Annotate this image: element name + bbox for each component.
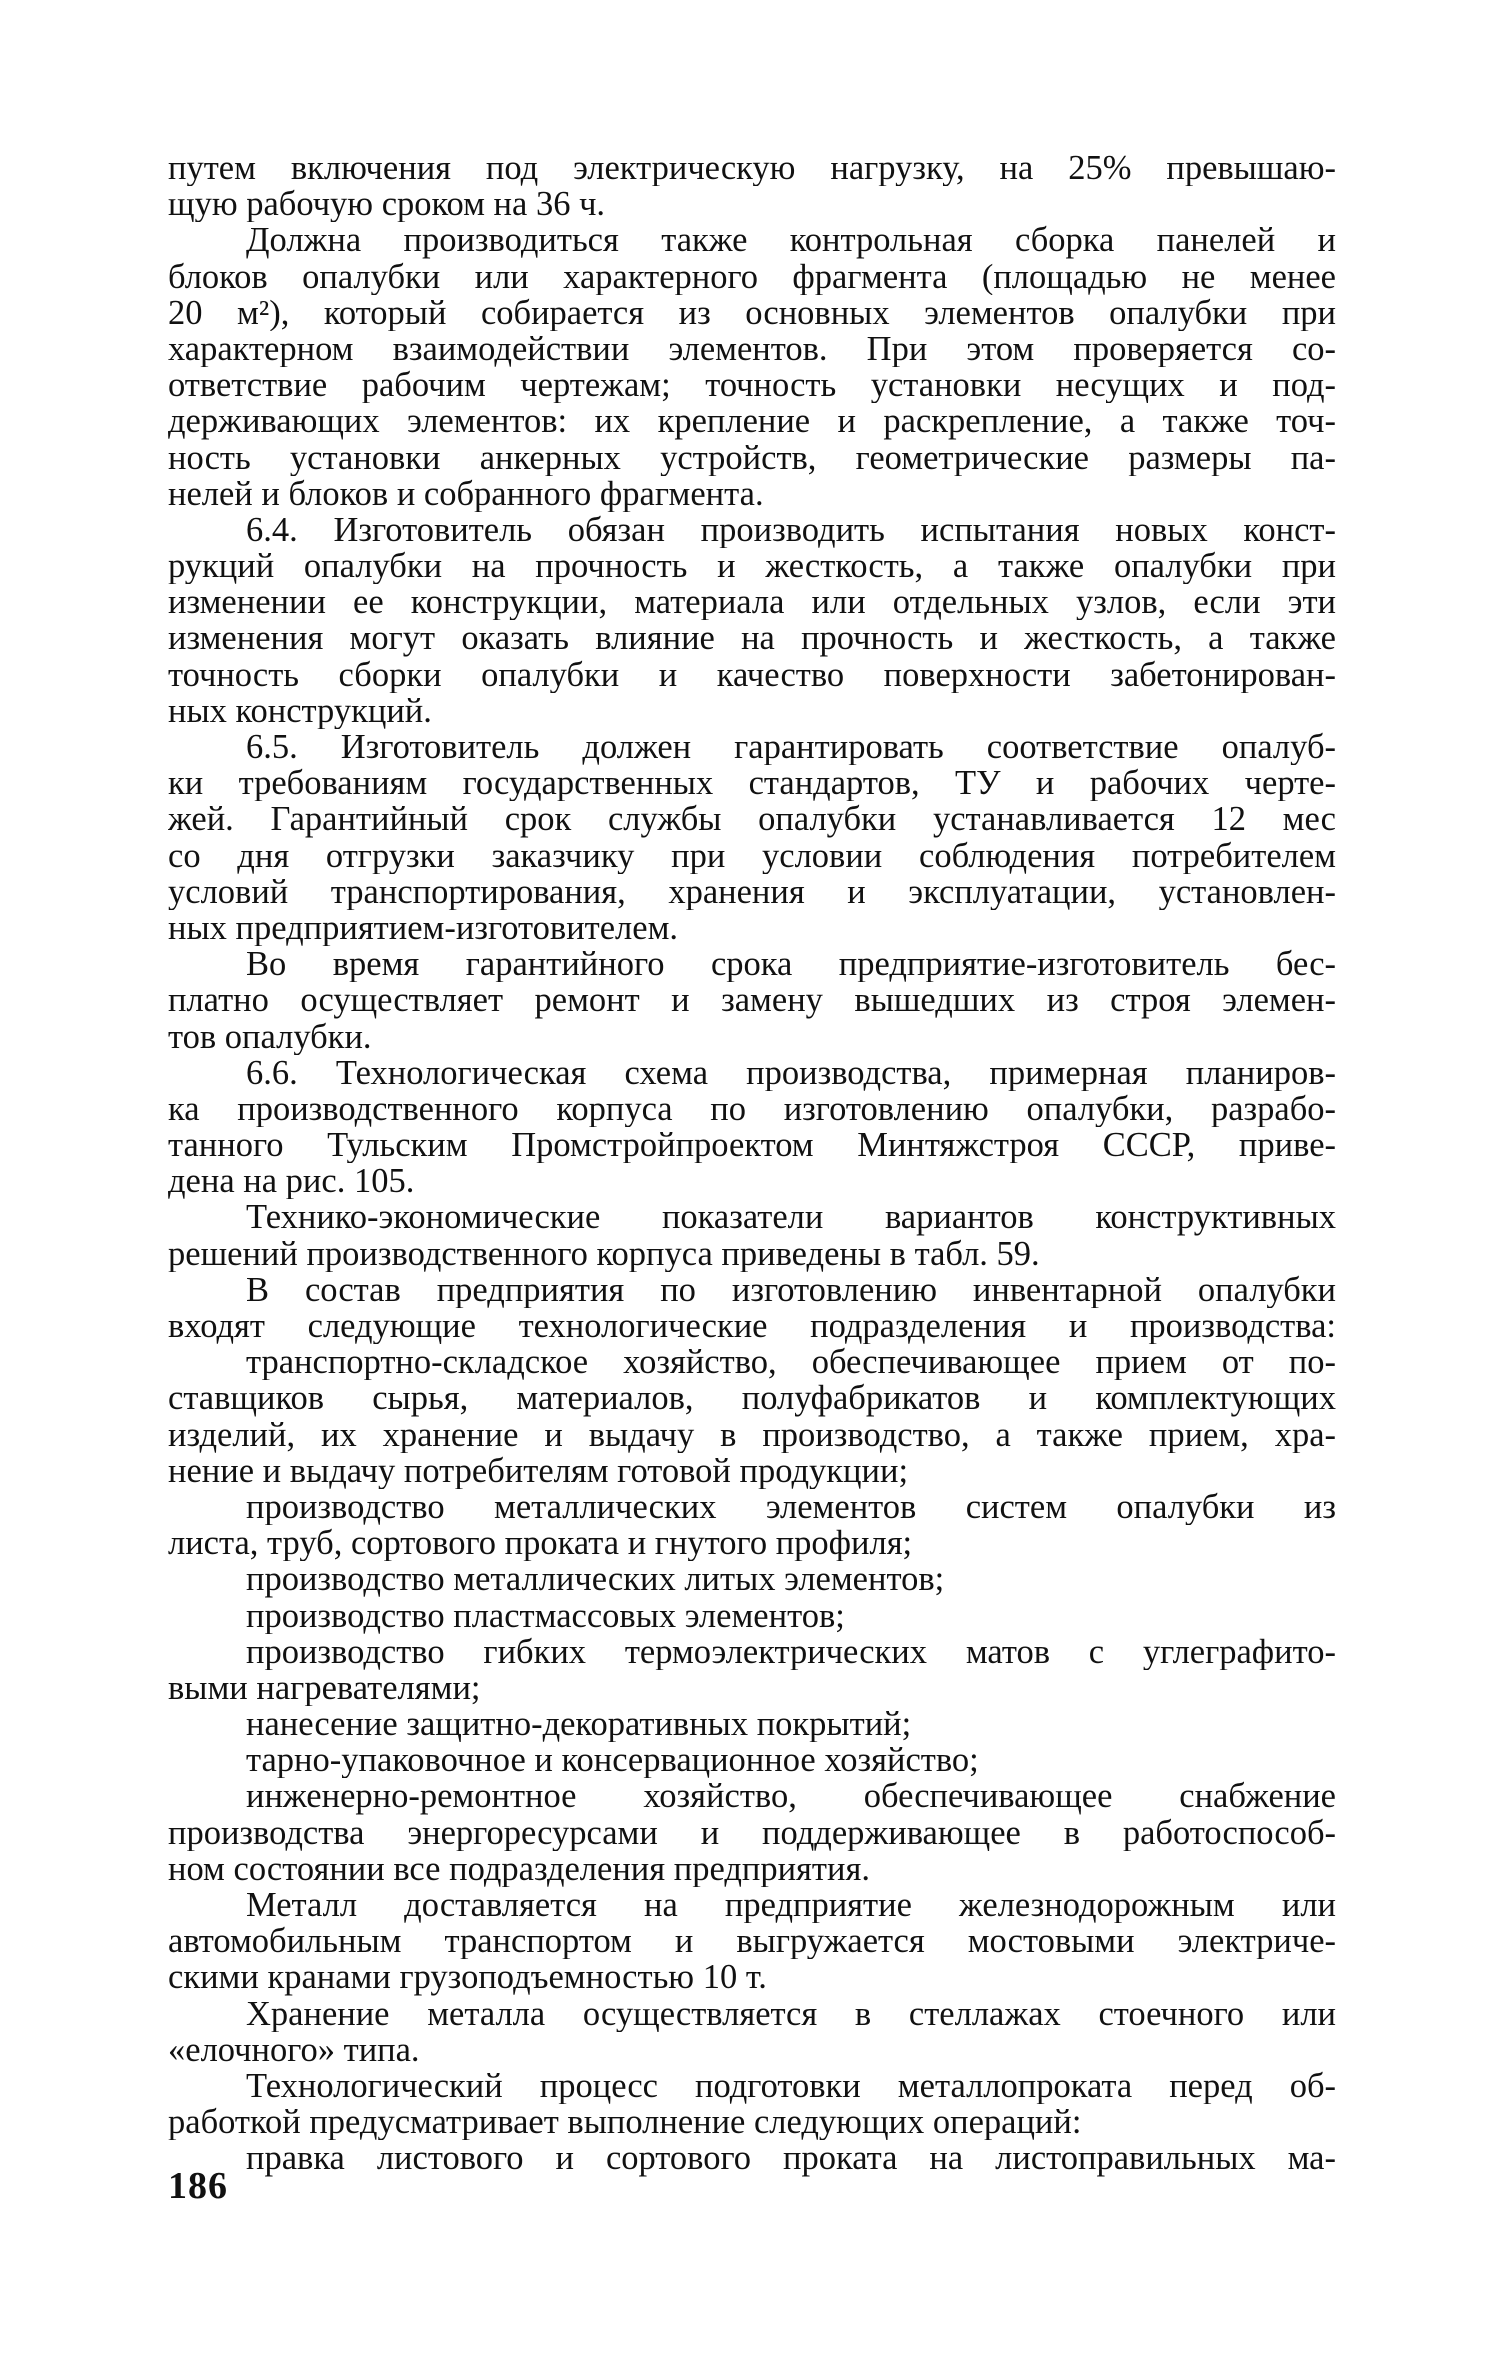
text-line: ответствие рабочим чертежам; точность установки несущих и под- xyxy=(168,367,1336,404)
text-line: производство пластмассовых элементов; xyxy=(246,1597,845,1634)
text-line: листа, труб, сортового проката и гнутого профиля; xyxy=(168,1525,913,1562)
text-line: ки требованиям государственных стандартов, ТУ и рабочих черте- xyxy=(168,765,1336,802)
text-line: производство металлических литых элементов; xyxy=(246,1561,945,1598)
text-line: скими кранами грузоподъемностью 10 т. xyxy=(168,1959,767,1996)
text-line: нанесение защитно-декоративных покрытий; xyxy=(246,1706,912,1743)
text-line: 20 м²), который собирается из основных элементов опалубки при xyxy=(168,294,1336,331)
text-line: ставщиков сырья, материалов, полуфабрикатов и комплектующих xyxy=(168,1380,1336,1417)
text-line: инженерно-ремонтное хозяйство, обеспечивающее снабжение xyxy=(246,1778,1336,1815)
text-line: изменении ее конструкции, материала или отдельных узлов, если эти xyxy=(168,584,1336,621)
text-line: решений производственного корпуса приведены в табл. 59. xyxy=(168,1235,1040,1272)
text-line: путем включения под электрическую нагрузку, на 25% превышаю- xyxy=(168,150,1336,187)
text-line: со дня отгрузки заказчику при условии соблюдения потребителем xyxy=(168,837,1336,874)
text-line: правка листового и сортового проката на листоправильных ма- xyxy=(246,2140,1336,2177)
text-line: производство гибких термоэлектрических матов с углеграфито- xyxy=(246,1633,1336,1670)
text-line: дена на рис. 105. xyxy=(168,1163,415,1200)
text-line: транспортно-складское хозяйство, обеспечивающее прием от по- xyxy=(246,1344,1336,1381)
text-line: нение и выдачу потребителям готовой продукции; xyxy=(168,1452,909,1489)
text-line: выми нагревателями; xyxy=(168,1669,481,1707)
text-line: блоков опалубки или характерного фрагмента (площадью не менее xyxy=(168,258,1336,295)
text-line: производство металлических элементов систем опалубки из xyxy=(246,1488,1336,1526)
text-line: точность сборки опалубки и качество поверхности забетонирован- xyxy=(168,656,1336,693)
page-text xyxy=(168,150,1336,2177)
text-line: изделий, их хранение и выдачу в производство, а также прием, хра- xyxy=(168,1416,1336,1453)
text-line: Во время гарантийного срока предприятие-изготовитель бес- xyxy=(246,946,1336,983)
text-line: танного Тульским Промстройпроектом Минтяжстроя СССР, приве- xyxy=(168,1127,1336,1164)
text-line: рукций опалубки на прочность и жесткость, а также опалубки при xyxy=(168,548,1336,585)
text-line: изменения могут оказать влияние на прочность и жесткость, а также xyxy=(168,620,1336,657)
text-line: ных конструкций. xyxy=(168,692,432,729)
text-line: Металл доставляется на предприятие железнодорожным или xyxy=(246,1887,1336,1924)
page-number: 186 xyxy=(168,2165,228,2207)
text-line: работкой предусматривает выполнение следующих операций: xyxy=(168,2104,1082,2141)
text-line: характерном взаимодействии элементов. При этом проверяется со- xyxy=(168,330,1336,368)
text-line: Технологический процесс подготовки металлопроката перед об- xyxy=(246,2067,1336,2105)
text-line: щую рабочую сроком на 36 ч. xyxy=(168,186,606,223)
text-line: платно осуществляет ремонт и замену вышедших из строя элемен- xyxy=(168,982,1336,1019)
text-line: держивающих элементов: их крепление и раскрепление, а также точ- xyxy=(168,403,1336,440)
text-line: тов опалубки. xyxy=(168,1018,372,1055)
text-line: ка производственного корпуса по изготовлению опалубки, разрабо- xyxy=(168,1090,1336,1128)
text-line: условий транспортирования, хранения и эксплуатации, установлен- xyxy=(168,873,1336,910)
text-line: В состав предприятия по изготовлению инвентарной опалубки xyxy=(246,1271,1336,1308)
text-line: автомобильным транспортом и выгружается мостовыми электриче- xyxy=(168,1923,1336,1960)
text-line: Технико-экономические показатели вариантов конструктивных xyxy=(246,1199,1336,1236)
text-line: жей. Гарантийный срок службы опалубки устанавливается 12 мес xyxy=(168,801,1336,838)
text-line: 6.6. Технологическая схема производства, примерная планиров- xyxy=(246,1054,1336,1091)
text-line: Хранение металла осуществляется в стеллажах стоечного или xyxy=(246,1995,1336,2032)
text-line: ность установки анкерных устройств, геометрические размеры па- xyxy=(168,439,1336,476)
text-line: «елочного» типа. xyxy=(168,2031,420,2068)
text-line: 6.5. Изготовитель должен гарантировать соответствие опалуб- xyxy=(246,729,1336,766)
text-line: тарно-упаковочное и консервационное хозяйство; xyxy=(246,1742,979,1779)
text-line: Должна производиться также контрольная сборка панелей и xyxy=(246,222,1336,259)
text-line: входят следующие технологические подразделения и производства: xyxy=(168,1308,1336,1345)
text-line: 6.4. Изготовитель обязан производить испытания новых конст- xyxy=(246,511,1336,549)
text-line: производства энергоресурсами и поддерживающее в работоспособ- xyxy=(168,1814,1336,1851)
text-line: ном состоянии все подразделения предприятия. xyxy=(168,1850,870,1887)
text-line: нелей и блоков и собранного фрагмента. xyxy=(168,475,764,512)
text-line: ных предприятием-изготовителем. xyxy=(168,909,679,947)
